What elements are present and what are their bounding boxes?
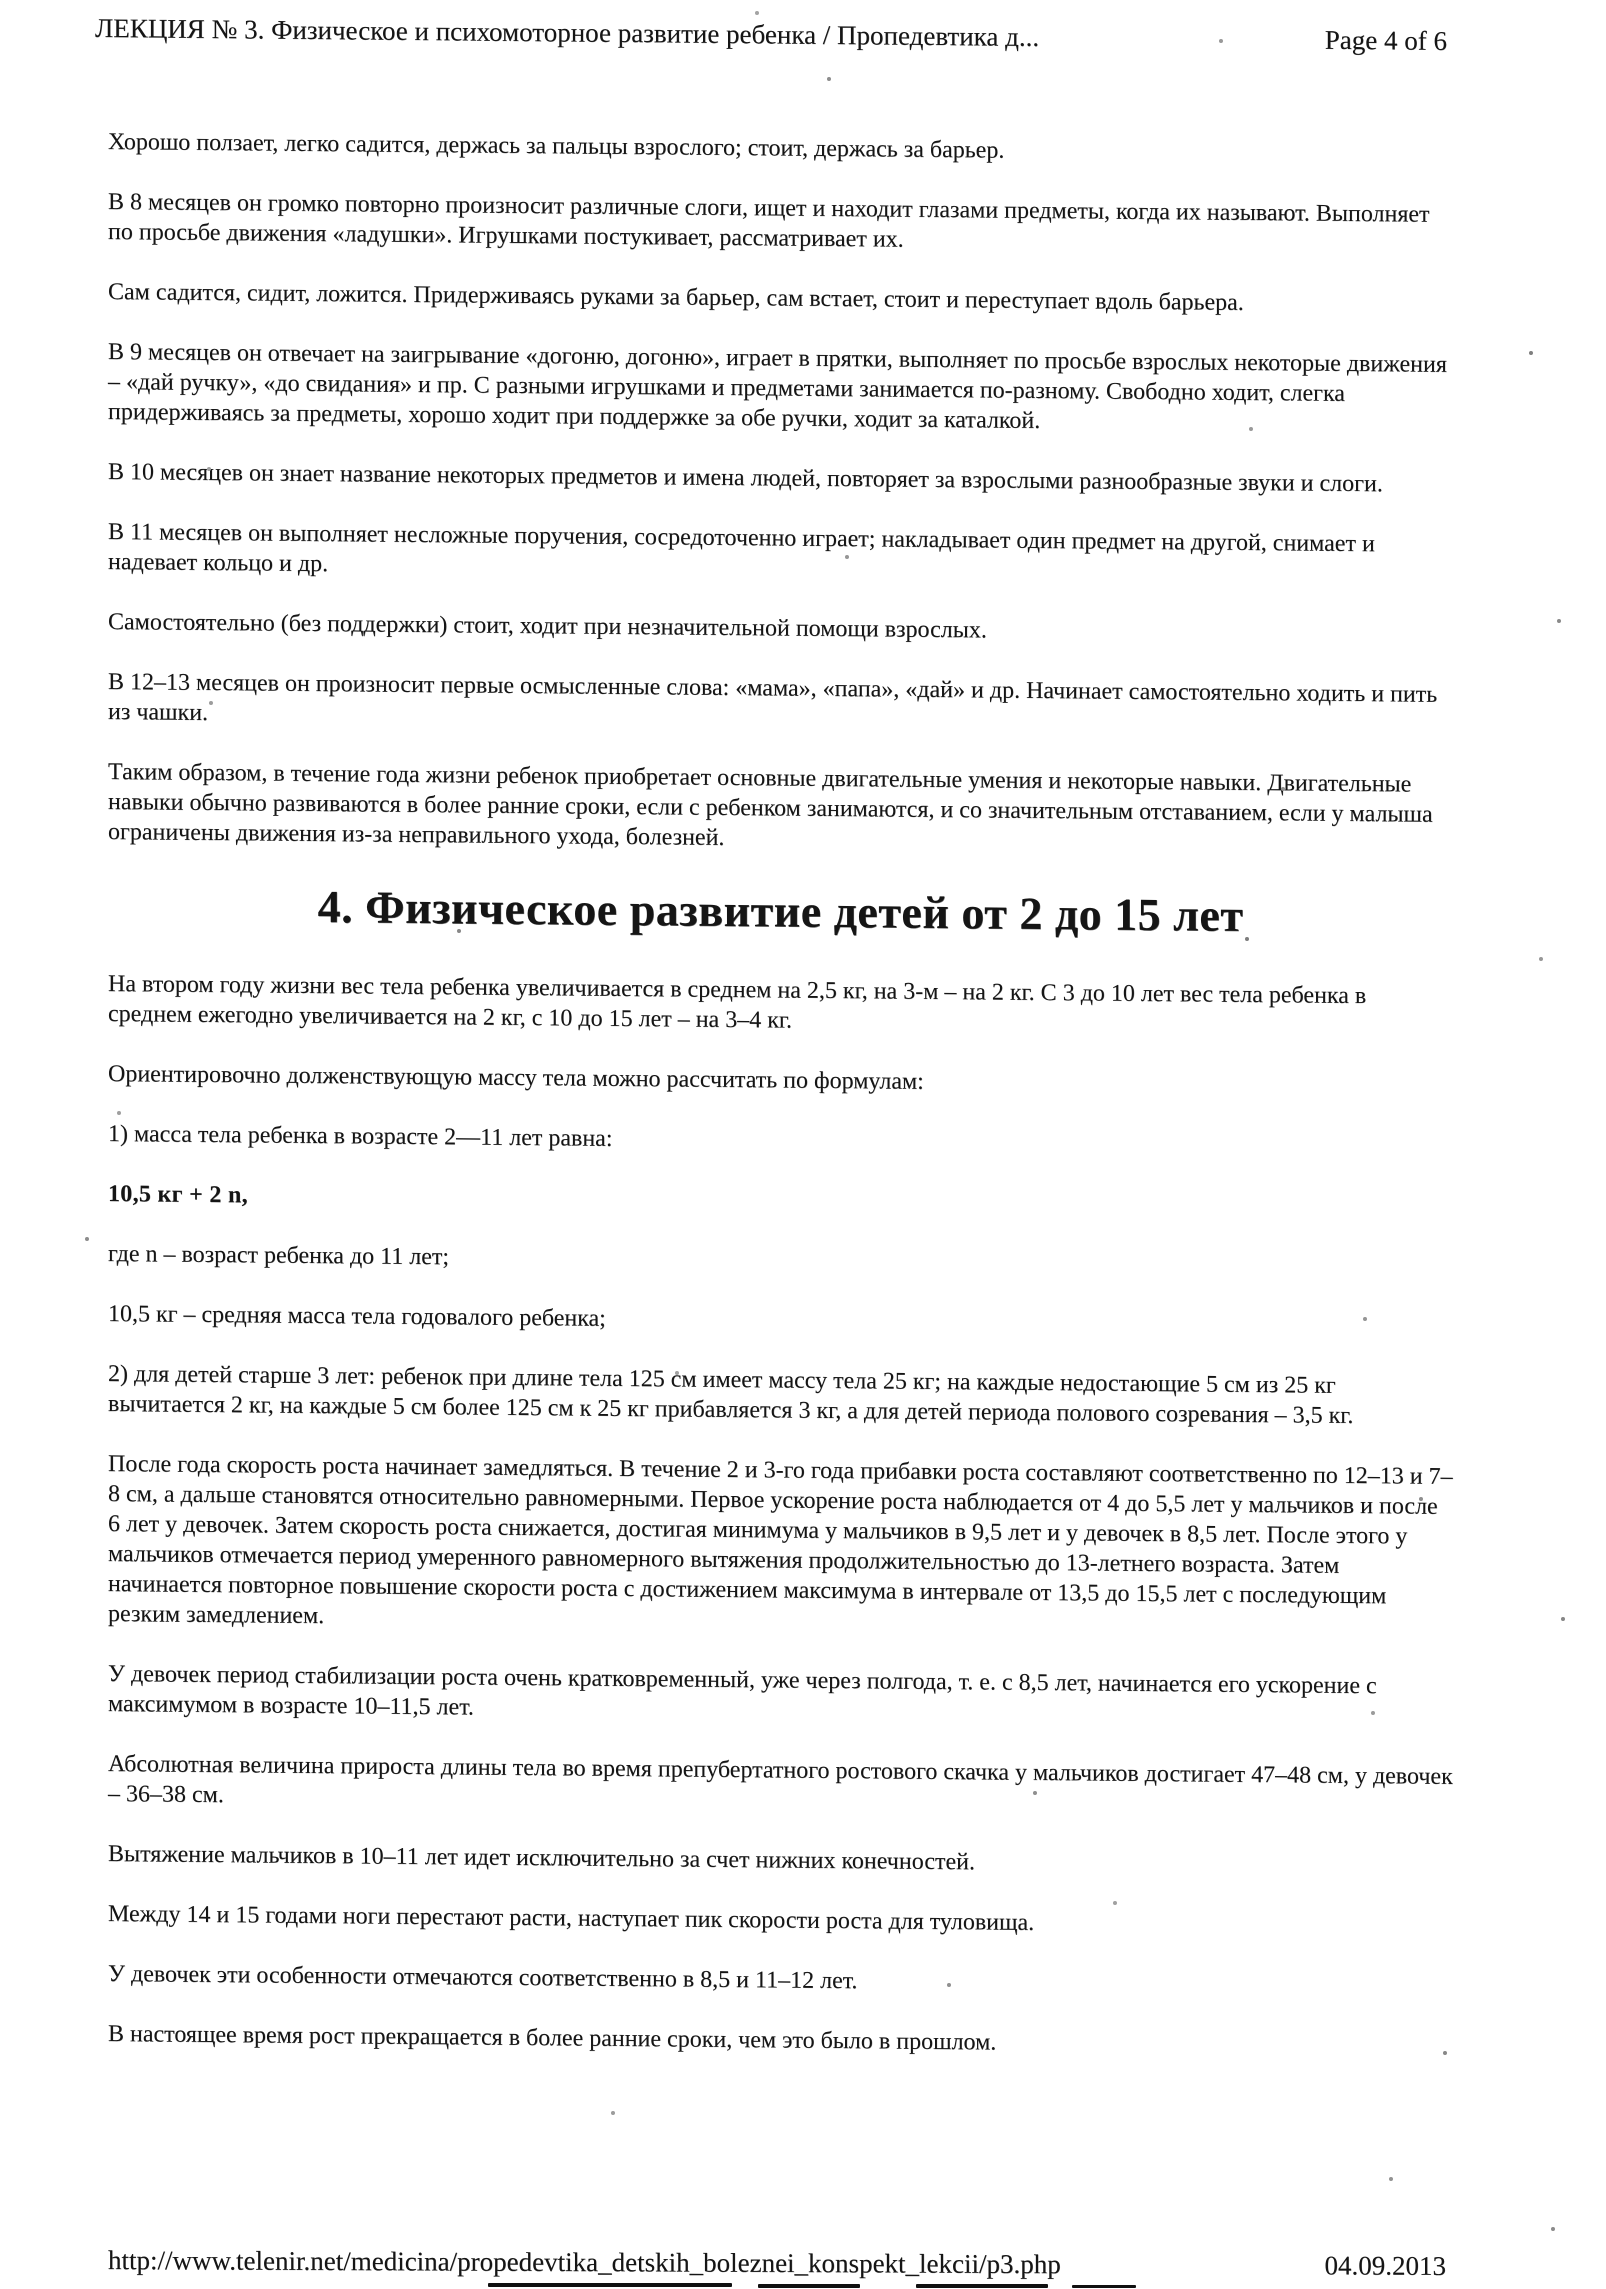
paragraph: В 8 месяцев он громко повторно произносит различные слоги, ищет и находит глазами предметы, когда их называют. Выполняет по просьбе движения «ладушки». Игрушками постукивает, рассматривает их. [108, 189, 1430, 253]
paragraph: В настоящее время рост прекращается в более ранние сроки, чем это было в прошлом. [108, 2021, 997, 2056]
print-header [95, 11, 1447, 58]
paragraph: В 9 месяцев он отвечает на заигрывание «догоню, догоню», играет в прятки, выполняет по просьбе взрослых некоторые движения – «дай ручку», «до свидания» и пр. С разными игрушками и предметами занимается по-разному. Свободно ходит, слегка придерживаясь за предметы, хорошо ходит при поддержке за обе ручки, ходит за каталкой. [108, 339, 1447, 434]
source-url: http://www.telenir.net/medicina/propedevtika_detskih_boleznei_konspekt_lekcii/p3.php [108, 2245, 1061, 2280]
paragraph: После года скорость роста начинает замедляться. В течение 2 и 3-го года прибавки роста составляют соответственно по 12–13 и 7–8 см, а дальше становятся относительно равномерными. Первое ускорение роста наблюдается от 4 до 5,5 лет у мальчиков и после 6 лет у девочек. Затем скорость роста снижается, достигая минимума у мальчиков в 9,5 лет и у девочек в 8,5 лет. После этого у мальчиков отмечается период умеренного равномерного вытяжения продолжительностью до 13-летнего возраста. Затем начинается повторное повышение скорости роста с достижением максимума в интервале от 13,5 до 15,5 лет с последующим резким замедлением. [108, 1451, 1453, 1630]
page-number: Page 4 of 6 [1324, 24, 1447, 56]
scan-artifact-underline [758, 2284, 860, 2288]
paragraph: У девочек период стабилизации роста очень кратковременный, уже через полгода, т. е. с 8,5 лет, начинается его ускорение с максимумом в возрасте 10–11,5 лет. [108, 1661, 1377, 1721]
paragraph: В 11 месяцев он выполняет несложные поручения, сосредоточенно играет; накладывает один предмет на другой, снимает и надевает кольцо и др. [108, 519, 1375, 578]
document-title: ЛЕКЦИЯ № 3. Физическое и психомоторное развитие ребенка / Пропедевтика д... [95, 12, 1040, 52]
weight-formula: 10,5 кг + 2 n, [108, 1181, 248, 1209]
paragraph: 10,5 кг – средняя масса тела годовалого ребенка; [108, 1301, 606, 1332]
section-heading: 4. Физическое развитие детей от 2 до 15 лет [317, 881, 1244, 941]
scan-artifact-underline [488, 2283, 732, 2287]
paragraph: Ориентировочно долженствующую массу тела можно рассчитать по формулам: [108, 1061, 924, 1095]
paragraph: Между 14 и 15 годами ноги перестают расти, наступает пик скорости роста для туловища. [108, 1901, 1035, 1936]
scan-artifact-underline [916, 2284, 1048, 2288]
paragraph: Сам садится, сидит, ложится. Придерживаясь руками за барьер, сам встает, стоит и переступает вдоль барьера. [108, 279, 1244, 316]
document-body [108, 127, 1453, 2092]
scan-speckles [0, 0, 2, 2]
paragraph: 1) масса тела ребенка в возрасте 2—11 лет равна: [108, 1121, 613, 1152]
paragraph: Вытяжение мальчиков в 10–11 лет идет исключительно за счет нижних конечностей. [108, 1841, 975, 1876]
paragraph: Абсолютная величина прироста длины тела во время препубертатного ростового скачка у мальчиков достигает 47–48 см, у девочек – 36–38 см. [108, 1751, 1453, 1809]
paragraph: У девочек эти особенности отмечаются соответственно в 8,5 и 11–12 лет. [108, 1961, 858, 1995]
paragraph: Самостоятельно (без поддержки) стоит, ходит при незначительной помощи взрослых. [108, 609, 987, 644]
paragraph: В 12–13 месяцев он произносит первые осмысленные слова: «мама», «папа», «дай» и др. Начинает самостоятельно ходить и пить из чашки. [108, 669, 1438, 726]
paragraph: В 10 месяцев он знает название некоторых предметов и имена людей, повторяет за взрослыми разнообразные звуки и слоги. [108, 459, 1383, 498]
print-footer [108, 2244, 1446, 2283]
paragraph: Таким образом, в течение года жизни ребенок приобретает основные двигательные умения и некоторые навыки. Двигательные навыки обычно развиваются в более ранние сроки, если с ребенком занимаются, и со значительным отставанием, если у малыша ограничены движения из-за неправильного ухода, болезней. [108, 759, 1433, 851]
print-date: 04.09.2013 [1324, 2250, 1446, 2281]
paragraph: На втором году жизни вес тела ребенка увеличивается в среднем на 2,5 кг, на 3-м – на 2 кг. С 3 до 10 лет вес тела ребенка в среднем ежегодно увеличивается на 2 кг, с 10 до 15 лет – на 3–4 кг. [108, 971, 1367, 1034]
paragraph: Хорошо ползает, легко садится, держась за пальцы взрослого; стоит, держась за барьер. [108, 129, 1005, 164]
scan-artifact-underline [1072, 2285, 1136, 2288]
paragraph: 2) для детей старше 3 лет: ребенок при длине тела 125 см имеет массу тела 25 кг; на каждые недостающие 5 см из 25 кг вычитается 2 кг, на каждые 5 см более 125 см к 25 кг прибавляется 3 кг, а для детей периода полового созревания – 3,5 кг. [108, 1361, 1354, 1429]
paragraph: где n – возраст ребенка до 11 лет; [108, 1241, 450, 1271]
